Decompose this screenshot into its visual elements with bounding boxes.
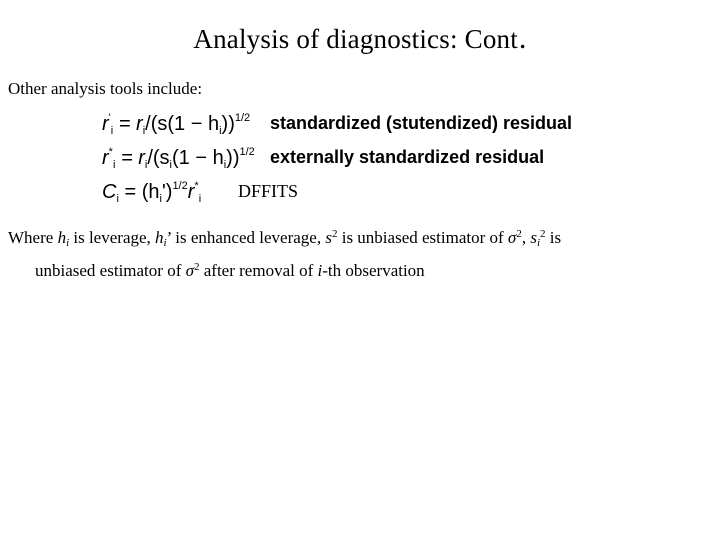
page-title: Analysis of diagnostics: Cont. bbox=[193, 22, 527, 55]
formula-label: DFFITS bbox=[238, 181, 299, 201]
formula-row bbox=[102, 180, 622, 214]
formula-expression: $r'_i = r_i/(s(1 - h_i))^{1/2}$ bbox=[102, 112, 251, 137]
formula-label: externally standardized residual bbox=[270, 147, 545, 167]
formula-list bbox=[102, 112, 622, 214]
formula-expression: $r^*_i = r_i/(s_i(1 - h_i))^{1/2}$ bbox=[102, 146, 255, 171]
definitions-paragraph: Where $h_i$ is leverage, $h_i$’ is enhanced leverage, $s^2$ is unbiased estimator of $\sigma^2$, $s_i^2$ is unbiased estimator of $\sigma^2$ after removal of i-th observation bbox=[8, 228, 562, 280]
formula-row bbox=[102, 146, 622, 180]
formula-expression: $C_i = (h_i')^{1/2}r^*_i$ bbox=[102, 180, 202, 205]
formula-label: standardized (stutendized) residual bbox=[270, 113, 573, 133]
intro-text: Other analysis tools include: bbox=[8, 79, 203, 98]
formula-row bbox=[102, 112, 622, 146]
